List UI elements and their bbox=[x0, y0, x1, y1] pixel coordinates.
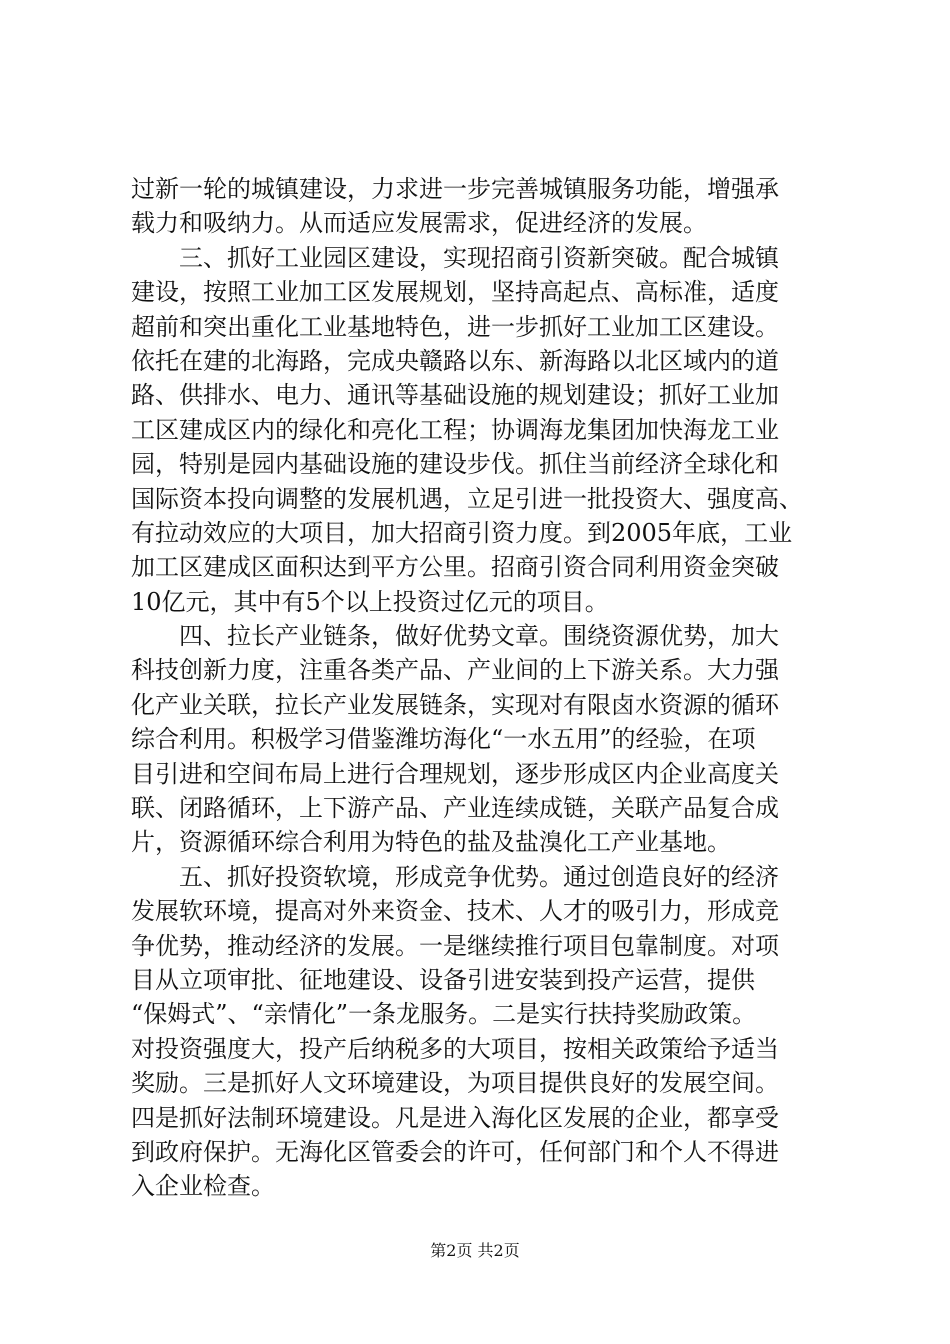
text-line: 国际资本投向调整的发展机遇，立足引进一批投资大、强度高、 bbox=[131, 484, 803, 513]
text-line: 建设，按照工业加工区发展规划，坚持高起点、高标准，适度 bbox=[131, 278, 779, 307]
text-line: 目从立项审批、征地建设、设备引进安装到投产运营，提供 bbox=[131, 965, 755, 994]
text-line: 化产业关联，拉长产业发展链条，实现对有限卤水资源的循环 bbox=[131, 690, 779, 719]
text-line: 四、拉长产业链条，做好优势文章。围绕资源优势，加大 bbox=[131, 622, 779, 651]
page-footer: 第2页 共2页 bbox=[430, 1241, 520, 1260]
text-line: 目引进和空间布局上进行合理规划，逐步形成区内企业高度关 bbox=[131, 759, 779, 788]
text-line: 联、闭路循环，上下游产品、产业连续成链，关联产品复合成 bbox=[131, 794, 779, 823]
text-line: 发展软环境，提高对外来资金、技术、人才的吸引力，形成竞 bbox=[131, 897, 779, 926]
text-line: 入企业检查。 bbox=[131, 1172, 275, 1201]
text-line: 过新一轮的城镇建设，力求进一步完善城镇服务功能，增强承 bbox=[131, 175, 779, 203]
text-line: “保姆式”、“亲情化”一条龙服务。二是实行扶持奖励政策。 bbox=[131, 1000, 757, 1029]
text-line: 到政府保护。无海化区管委会的许可，任何部门和个人不得进 bbox=[131, 1137, 779, 1166]
text-line: 奖励。三是抓好人文环境建设，为项目提供良好的发展空间。 bbox=[131, 1069, 779, 1098]
text-line: 工区建成区内的绿化和亮化工程；协调海龙集团加快海龙工业 bbox=[131, 415, 779, 444]
text-line: 争优势，推动经济的发展。一是继续推行项目包靠制度。对项 bbox=[131, 931, 779, 960]
text-line: 科技创新力度，注重各类产品、产业间的上下游关系。大力强 bbox=[131, 656, 779, 685]
text-line: 超前和突出重化工业基地特色，进一步抓好工业加工区建设。 bbox=[131, 312, 779, 341]
text-line: 有拉动效应的大项目，加大招商引资力度。到2005年底，工业 bbox=[131, 518, 793, 547]
text-line: 对投资强度大，投产后纳税多的大项目，按相关政策给予适当 bbox=[131, 1034, 779, 1063]
text-line: 五、抓好投资软境，形成竞争优势。通过创造良好的经济 bbox=[131, 862, 779, 891]
text-line: 载力和吸纳力。从而适应发展需求，促进经济的发展。 bbox=[131, 209, 707, 238]
text-line: 片，资源循环综合利用为特色的盐及盐溴化工产业基地。 bbox=[131, 828, 731, 857]
text-line: 加工区建成区面积达到平方公里。招商引资合同利用资金突破 bbox=[131, 553, 779, 582]
text-line: 园，特别是园内基础设施的建设步伐。抓住当前经济全球化和 bbox=[131, 450, 779, 479]
text-line: 10亿元，其中有5个以上投资过亿元的项目。 bbox=[131, 587, 609, 616]
text-line: 三、抓好工业园区建设，实现招商引资新突破。配合城镇 bbox=[131, 243, 779, 272]
text-line: 路、供排水、电力、通讯等基础设施的规划建设；抓好工业加 bbox=[131, 381, 779, 410]
text-line: 综合利用。积极学习借鉴潍坊海化“一水五用”的经验，在项 bbox=[131, 725, 756, 754]
document-body bbox=[131, 172, 831, 1204]
text-line: 四是抓好法制环境建设。凡是进入海化区发展的企业，都享受 bbox=[131, 1103, 779, 1132]
text-line: 依托在建的北海路，完成央赣路以东、新海路以北区域内的道 bbox=[131, 346, 779, 375]
